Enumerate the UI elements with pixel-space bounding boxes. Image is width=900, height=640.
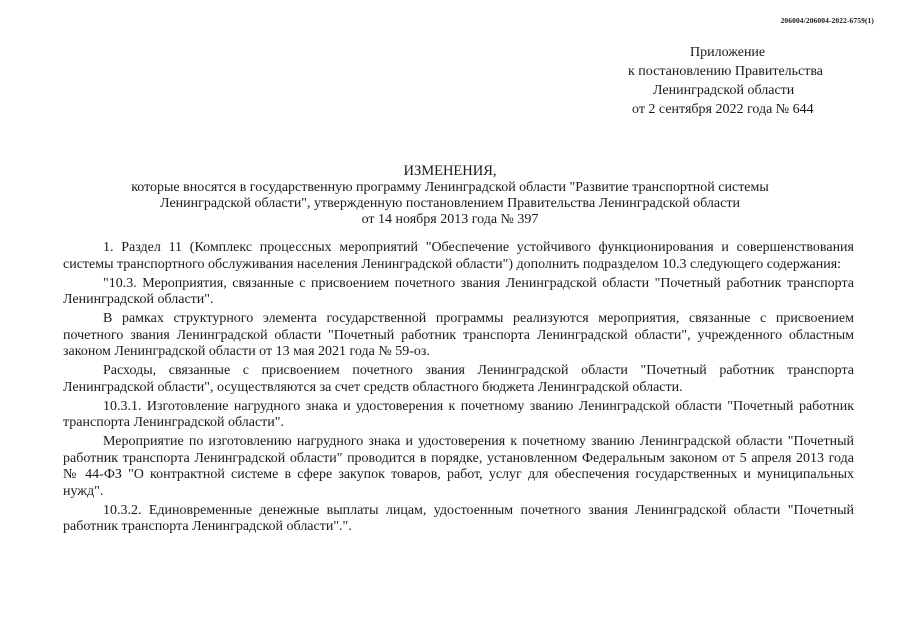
title-line-2: Ленинградской области", утвержденную постановлением Правительства Ленинградской области: [160, 196, 740, 211]
title-line-3: от 14 ноября 2013 года № 397: [361, 212, 539, 227]
document-title: [40, 162, 860, 228]
paragraph-1: 1. Раздел 11 (Комплекс процессных мероприятий "Обеспечение устойчивого функционирования и совершенствования системы транспортного обслуживания населения Ленинградской области") дополнить подразделом 10.3 следующего содержания:: [63, 240, 854, 272]
paragraph-3: В рамках структурного элемента государственной программы реализуются мероприятия, связанные с присвоением почетного звания Ленинградской области "Почетный работник транспорта Ленинградской области", учрежденного областным законом Ленинградской области от 13 мая 2021 года № 59-оз.: [63, 311, 854, 359]
paragraph-7: 10.3.2. Единовременные денежные выплаты лицам, удостоенным почетного звания Ленинградской области "Почетный работник транспорта Ленинградской области".".: [63, 502, 854, 534]
annex-line-2: к постановлению Правительства: [628, 64, 824, 79]
title-line-1: которые вносятся в государственную программу Ленинградской области "Развитие транспортной системы: [131, 180, 769, 195]
paragraph-2: "10.3. Мероприятия, связанные с присвоением почетного звания Ленинградской области "Почетный работник транспорта Ленинградской области".: [63, 275, 854, 307]
paragraph-5: 10.3.1. Изготовление нагрудного знака и удостоверения к почетному званию Ленинградской области "Почетный работник транспорта Ленинградской области".: [63, 398, 854, 430]
annex-line-3: Ленинградской области: [653, 83, 795, 98]
paragraph-6: Мероприятие по изготовлению нагрудного знака и удостоверения к почетному званию Ленинградской области "Почетный работник транспорта Ленинградской области" проводится в порядке, установленном Федеральным законом от 5 апреля 2013 года № 44-ФЗ "О контрактной системе в сфере закупок товаров, работ, услуг для обеспечения государственных и муниципальных нужд".: [63, 434, 854, 499]
annex-line-4: от 2 сентября 2022 года № 644: [632, 102, 814, 117]
document-body: [63, 240, 854, 538]
annex-line-1: Приложение: [690, 45, 766, 60]
paragraph-4: Расходы, связанные с присвоением почетного звания Ленинградской области "Почетный работник транспорта Ленинградской области", осуществляются за счет средств областного бюджета Ленинградской области.: [63, 363, 854, 395]
title-heading: ИЗМЕНЕНИЯ,: [403, 163, 497, 179]
annex-block: [620, 43, 880, 119]
registration-number: 206004/206004-2022-6759(1): [780, 16, 874, 25]
